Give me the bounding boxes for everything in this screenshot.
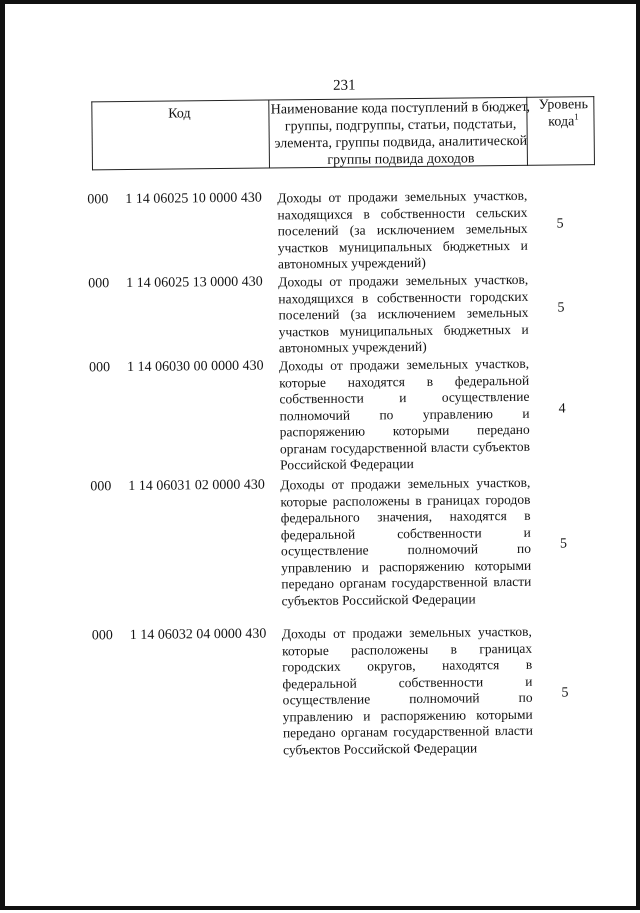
row-level: 4 [558, 401, 566, 417]
row-code: 1 14 06025 10 0000 430 [125, 190, 262, 208]
row-level: 5 [556, 216, 564, 232]
row-code: 1 14 06032 04 0000 430 [129, 626, 267, 644]
row-admin-code: 000 [88, 276, 110, 292]
table-row [2, 623, 640, 757]
row-level: 5 [557, 300, 565, 316]
row-admin-code: 000 [87, 192, 109, 208]
row-admin-code: 000 [90, 479, 112, 495]
row-code: 1 14 06030 00 0000 430 [126, 358, 264, 376]
header-level-label: Уровень кода [538, 97, 589, 130]
row-level: 5 [559, 536, 568, 552]
header-code: Код [168, 106, 191, 122]
row-level: 5 [561, 685, 569, 701]
row-name: Доходы от продажи земельных участков, находящихся в собственности городских поселений (за исключением земельных участков муниципальных бюджетных и автономных учреждений) [278, 271, 529, 356]
row-code: 1 14 06025 13 0000 430 [126, 274, 263, 292]
row-admin-code: 000 [88, 360, 111, 376]
row-name: Доходы от продажи земельных участков, находящихся в собственности сельских поселений (за исключением земельных участков муниципальных бюджетных и автономных учреждений) [277, 187, 528, 272]
row-name: Доходы от продажи земельных участков, которые расположены в границах городских округов, находятся в федеральной собственности и осуществление полномочий по управлению и распоряжению которыми передано органам государственной власти субъектов Российской Федерации [281, 623, 533, 757]
header-name: Наименование кода поступлений в бюджет, группы, подгруппы, статьи, подстатьи, элемента, группы подвида, аналитической группы подвида доходов [270, 99, 531, 168]
page-number: 231 [333, 77, 356, 94]
row-admin-code: 000 [91, 628, 113, 644]
row-name: Доходы от продажи земельных участков, которые расположены в границах городов федерального значения, находятся в федеральной собственности и осуществление полномочий по управлению и распоряжению которыми передано органам государственной власти субъектов Российской Федерации [280, 474, 532, 608]
header-level-footnote: 1 [574, 111, 579, 122]
row-name: Доходы от продажи земельных участков, которые находятся в федеральной собственности и осуществление полномочий по управлению и распоряжению которыми передано органам государственной власти субъектов Российской Федерации [278, 355, 530, 473]
table-row [0, 474, 640, 608]
row-code: 1 14 06031 02 0000 430 [128, 477, 265, 495]
header-level [528, 96, 598, 131]
table-row [0, 187, 637, 272]
